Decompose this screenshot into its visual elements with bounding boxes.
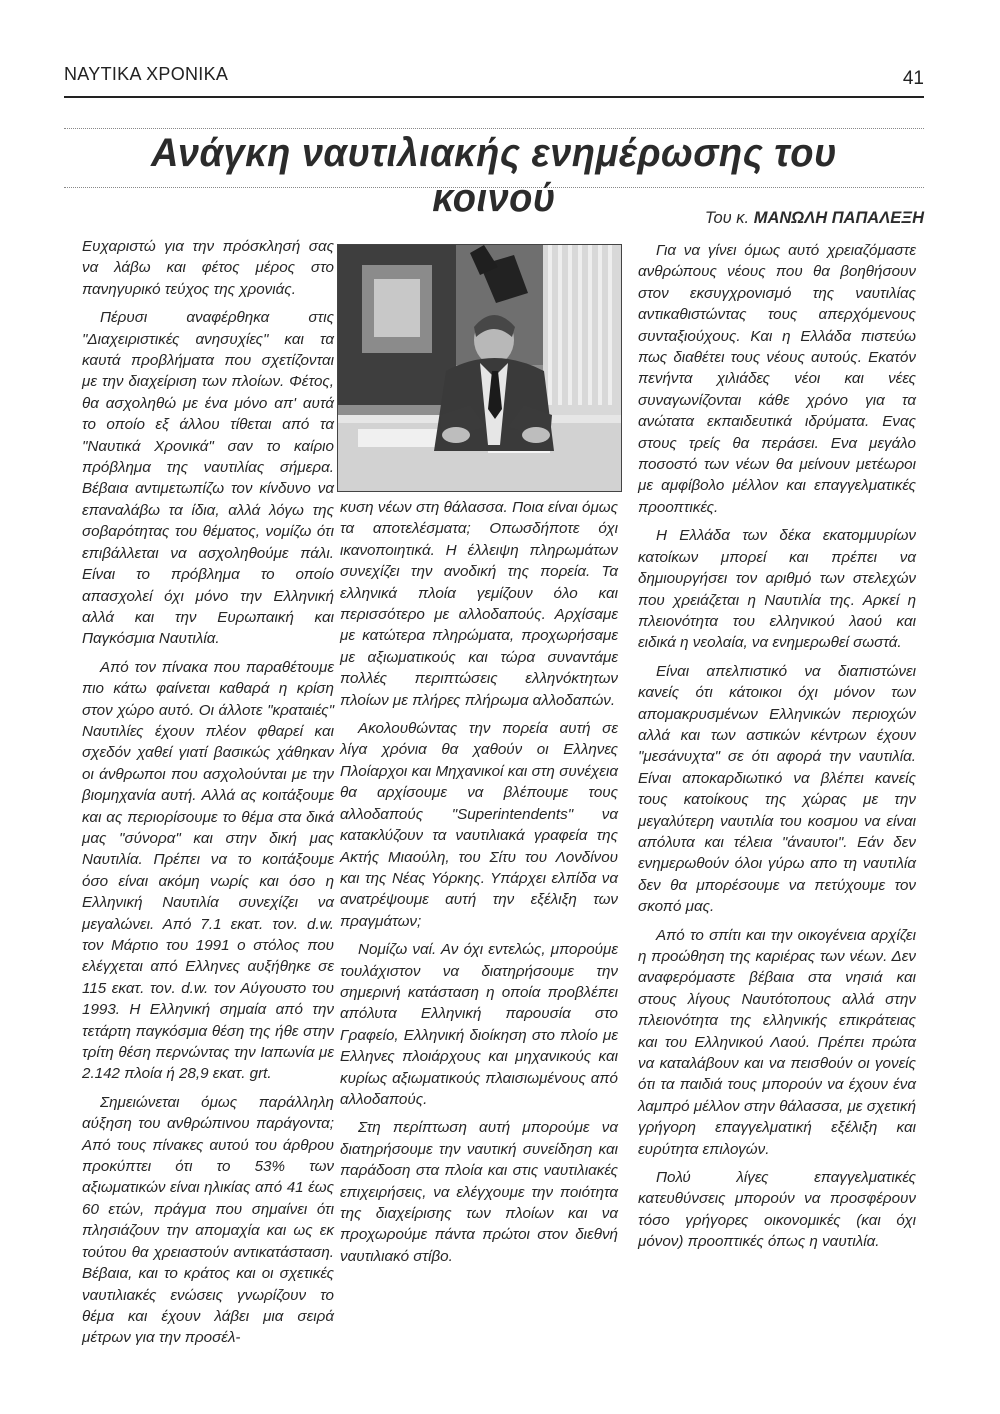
paragraph: Για να γίνει όμως αυτό χρειαζόμαστε ανθρώπους νέους που θα βοηθήσουν στον εκσυγχρονισμό της ναυτιλίας αντικαθιστώντας τους απερχόμενους συνταξιούχους. Και η Ελλάδα πιστεύω πως διαθέτει τους νέους αυτούς. Εκατόν πενήντα χιλιάδες νέοι και νέες συναγωνίζονται κάθε χρόνο για τα ανώτατα εκπαιδευτικά ιδρύματα. Ενας στους τρείς θα περάσει. Ενα μεγάλο ποσοστό των νέων θα μείνουν μετέωροι με αμφίβολο μέλλον και επαγγελματικές προοπτικές. [638,242,916,516]
running-head: ΝΑΥΤΙΚΑ ΧΡΟΝΙΚΑ [64,64,229,84]
paragraph: Πολύ λίγες επαγγελματικές κατευθύνσεις μπορούν να προσφέρουν τόσο γρήγορες οικονομικές (και όχι μόνον) προοπτικές όπως η ναυτιλία. [638,1169,916,1251]
article-column-2 [340,497,618,1274]
paragraph: Είναι απελπιστικό να διαπιστώνει κανείς ότι κάτοικοι όχι μόνον των απομακρυσμένων Ελληνικών περιοχών αλλά και των αστικών κέντρων έχουν "μεσάνυχτα" σε ότι αφορά την ναυτιλία. Είναι αποκαρδιωτικό να βλέπει κανείς τους κατοίκους της χώρας με την μεγαλύτερη ναυτιλία του κοσμου να είναι απόλυτα και τέλεια "άναυτοι". Εάν δεν ενημερωθούν όλοι γύρω απο τη ναυτιλία δεν θα μπορέσουμε να πετύχουμε τον σκοπό μας. [638,662,916,916]
paragraph: Από το σπίτι και την οικογένεια αρχίζει η προώθηση της καριέρας των νέων. Δεν αναφερόμαστε βέβαια στα νησιά και στους λίγους Ναυτότοπους αλλά στην πλειονότητα της ελληνικής επικράτειας και του Ελληνικού Λαού. Πρέπει πρώτα να καταλάβουν και να πεισθούν οι γονείς ότι τα παιδιά τους μπορούν να έχουν ένα λαμπρό μέλλον στην θάλασσα, με σχετική γρήγορη επαγγελματική εξέλιξη και ευρύτητα επιλογών. [638,926,916,1158]
page-header [64,64,924,98]
byline [705,209,924,228]
paragraph: Πέρυσι αναφέρθηκα στις "Διαχειριστικές ανησυχίες" και τα καυτά προβλήματα που σχετίζονται με την διαχείριση των πλοίων. Φέτος, θα ασχοληθώ με ένα μόνο απ' αυτά το οποίο εξ άλλου τίθεται από τα "Ναυτικά Χρονικά" σαν το καίριο πρόβλημα της ναυτιλίας σήμερα. Βέβαια αντιμετωπίζω τον κίνδυνο να επαναλάβω τα ίδια, αλλά λόγω της σοβαρότητας του θέματος, νομίζω ότι επιβάλλεται να ασχοληθούμε πάλι. Είναι το πρόβλημα το οποίο απασχολεί όχι μόνο την Ελληνική αλλά και την Ευρωπαική και Παγκόσμια Ναυτιλία. [82,309,334,648]
paragraph: Από τον πίνακα που παραθέτουμε πιο κάτω φαίνεται καθαρά η κρίση στον χώρο αυτό. Οι άλλοτε "κραταιές" Ναυτιλίες έχουν πλέον φθαρεί και σχεδόν χαθεί γιατί βασικώς χάθηκαν οι άνθρωποι που ασχολούνται με την βιομηχανία αυτή. Αλλά ας κοιτάξουμε και ας περιορίσουμε το θέμα στα δικά μας "σύνορα" και στην δική μας Ναυτιλία. Πρέπει να το κοιτάξουμε όσο είναι ακόμη νωρίς και όσο η Ελληνική Ναυτιλία συνεχίζει να μεγαλώνει. Από 7.1 εκατ. τον. d.w. τον Μάρτιο του 1991 ο στόλος που ελέγχεται από Ελληνες αυξήθηκε σε 115 εκατ. τον. d.w. τον Αύγουστο του 1993. Η Ελληνική σημαία από την τετάρτη παγκόσμια θέση της ήθε στην τρίτη θέση περνώντας την Ιαπωνία με 2.142 πλοία ή 28,9 εκατ. grt. [82,658,334,1083]
paragraph: Στη περίπτωση αυτή μπορούμε να διατηρήσουμε την ναυτική συνείδηση και παράδοση στα πλοία και στις ναυτιλιακές επιχειρήσεις, να ελέγχουμε την ποιότητα της διαχείρισης των πλοίων και να προχωρούμε πάντα πρώτοι στον διεθνή ναυτιλιακό στίβο. [340,1119,618,1265]
paragraph: Η Ελλάδα των δέκα εκατομμυρίων κατοίκων μπορεί και πρέπει να δημιουργήσει τον αριθμό των στελεχών που χρειάζεται η Ναυτιλία της. Αρκεί η πλειονότητα του ελληνικού λαού και ειδικά η νεολαία, να ενημερωθεί σωστά. [638,527,916,652]
paragraph: Ακολουθώντας την πορεία αυτή σε λίγα χρόνια θα χαθούν οι Ελληνες Πλοίαρχοι και Μηχανικοί και στη συνέχεια θα αρχίσουμε να βλέπουμε τους αλλοδαπούς "Superintendents" να κατακλύζουν τα ναυτιλιακά γραφεία της Ακτής Μιαούλη, του Σίτυ του Λονδίνου και της Νέας Υόρκης. Υπάρχει ελπίδα να ανατρέψουμε αυτή την εξέλιξη των πραγμάτων; [340,720,618,930]
page-number: 41 [902,68,924,89]
article-column-3 [638,240,916,1260]
article-title: Ανάγκη ναυτιλιακής ενημέρωσης του κοινού [151,131,837,220]
paragraph: Νομίζω ναί. Αν όχι εντελώς, μπορούμε τουλάχιστον να διατηρήσουμε την σημερινή κατάσταση η οποία προβλέπει απόλυτα Ελληνική παρουσία στο Γραφείο, Ελληνική διοίκηση στο πλοίο με Ελληνες πλοιάρχους και μηχανικούς και κυρίως αξιωματικούς πλαισιωμένους από αλλοδαπούς. [340,941,618,1108]
author-photo [337,244,622,492]
paragraph: κυση νέων στη θάλασσα. Ποια είναι όμως τα αποτελέσματα; Οπωσδήποτε όχι ικανοποιητικά. Η έλλειψη πληρωμάτων συνεχίζει την ανοδική της πορεία. Τα ελληνικά πλοία γεμίζουν όλο και περισσότερο με αλλοδαπούς. Αρχίσαμε με κατώτερα πληρώματα, προχωρήσαμε με αξιωματικούς και τώρα συναντάμε πολλές περιπτώσεις ελληνόκτητων πλοίων με πλήρες πλήρωμα αλλοδαπών. [340,499,618,709]
byline-prefix: Του κ. [704,209,750,227]
portrait-photo-image [338,245,621,491]
article-column-1 [82,236,334,1356]
author-name: ΜΑΝΩΛΗ ΠΑΠΑΛΕΞΗ [753,209,924,227]
paragraph: Ευχαριστώ για την πρόσκλησή σας να λάβω και φέτος μέρος στο πανηγυρικό τεύχος της χρονιάς. [82,238,334,298]
paragraph: Σημειώνεται όμως παράλληλη αύξηση του ανθρώπινου παράγοντα; Από τους πίνακες αυτού του άρθρου προκύπτει ότι το 53% των αξιωματικών είναι ηλικίας από 41 έως 60 ετών, πράγμα που σημαίνει ότι πλησιάζουν την απομαχία και ως εκ τούτου θα χρειαστούν αντικατάσταση. Βέβαια, και το κράτος και οι σχετικές ναυτιλιακές ενώσεις γνωρίζουν το θέμα και έχουν λάβει μια σειρά μέτρων για την προσέλ- [82,1093,334,1347]
